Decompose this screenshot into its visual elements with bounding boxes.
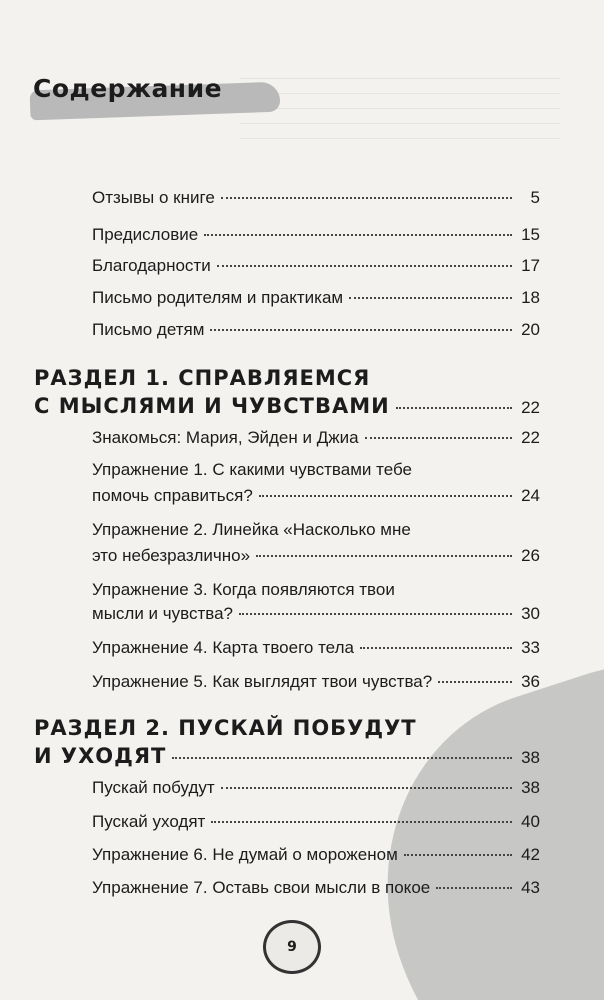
entry-page-number: 38 xyxy=(521,778,540,797)
entry-title: И УХОДЯТ xyxy=(34,744,167,768)
dot-leader xyxy=(436,887,512,889)
entry-title: Знакомься: Мария, Эйден и Джиа xyxy=(92,428,359,447)
toc-entry xyxy=(92,428,540,448)
dot-leader xyxy=(217,265,512,267)
dot-leader xyxy=(221,197,512,199)
toc-entry xyxy=(92,845,540,865)
entry-page-number: 40 xyxy=(521,812,540,831)
toc-entry xyxy=(92,225,540,245)
entry-title: Письмо родителям и практикам xyxy=(92,288,344,307)
section-2-heading-line1: РАЗДЕЛ 2. ПУСКАЙ ПОБУДУТ xyxy=(34,716,417,740)
dot-leader xyxy=(365,437,512,439)
dot-leader xyxy=(396,407,512,409)
section-1-heading xyxy=(34,394,540,418)
entry-title: Благодарности xyxy=(92,256,211,275)
toc-entry xyxy=(92,878,540,898)
dot-leader xyxy=(404,854,512,856)
entry-title: Пускай уходят xyxy=(92,812,206,831)
dot-leader xyxy=(239,613,512,615)
dot-leader xyxy=(172,757,512,759)
entry-title: Письмо детям xyxy=(92,320,205,339)
toc-entry xyxy=(92,256,540,276)
entry-title: Упражнение 7. Оставь свои мысли в покое xyxy=(92,878,431,897)
section-1-heading-line1: РАЗДЕЛ 1. СПРАВЛЯЕМСЯ xyxy=(34,366,371,390)
dot-leader xyxy=(204,234,512,236)
toc-entry xyxy=(92,288,540,308)
toc-entry xyxy=(92,188,540,208)
toc-entry-line1: Упражнение 1. С какими чувствами тебе xyxy=(92,460,412,479)
entry-page-number: 22 xyxy=(521,398,540,417)
entry-title: мысли и чувства? xyxy=(92,604,233,623)
entry-page-number: 15 xyxy=(521,225,540,244)
toc-entry xyxy=(92,672,540,692)
entry-page-number: 36 xyxy=(521,672,540,691)
entry-page-number: 43 xyxy=(521,878,540,897)
dot-leader xyxy=(211,821,512,823)
entry-title: это небезразлично» xyxy=(92,546,251,565)
dot-leader xyxy=(360,647,512,649)
entry-title: помочь справиться? xyxy=(92,486,253,505)
toc-entry xyxy=(92,812,540,832)
page-heading: Содержание xyxy=(33,74,223,103)
dot-leader xyxy=(256,555,512,557)
dot-leader xyxy=(349,297,512,299)
entry-page-number: 33 xyxy=(521,638,540,657)
section-2-heading xyxy=(34,744,540,768)
entry-title: Упражнение 5. Как выглядят твои чувства? xyxy=(92,672,433,691)
dot-leader xyxy=(259,495,512,497)
entry-page-number: 30 xyxy=(521,604,540,623)
entry-title: Предисловие xyxy=(92,225,199,244)
toc-entry xyxy=(92,778,540,798)
entry-page-number: 26 xyxy=(521,546,540,565)
page-number: 9 xyxy=(287,939,297,955)
entry-page-number: 24 xyxy=(521,486,540,505)
dot-leader xyxy=(221,787,512,789)
entry-page-number: 20 xyxy=(521,320,540,339)
entry-page-number: 18 xyxy=(521,288,540,307)
dot-leader xyxy=(438,681,512,683)
entry-page-number: 38 xyxy=(521,748,540,767)
entry-title: Упражнение 4. Карта твоего тела xyxy=(92,638,354,657)
entry-title: С МЫСЛЯМИ И ЧУВСТВАМИ xyxy=(34,394,390,418)
entry-page-number: 22 xyxy=(521,428,540,447)
toc-entry xyxy=(92,546,540,566)
toc-entry xyxy=(92,604,540,624)
toc-entry xyxy=(92,638,540,658)
entry-title: Пускай побудут xyxy=(92,778,215,797)
toc-entry xyxy=(92,320,540,340)
entry-page-number: 5 xyxy=(530,188,540,207)
entry-title: Упражнение 6. Не думай о мороженом xyxy=(92,845,398,864)
toc-entry-line1: Упражнение 2. Линейка «Насколько мне xyxy=(92,520,411,539)
toc-entry-line1: Упражнение 3. Когда появляются твои xyxy=(92,580,395,599)
entry-page-number: 17 xyxy=(521,256,540,275)
bleed-through-text xyxy=(240,78,560,153)
dot-leader xyxy=(210,329,512,331)
entry-title: Отзывы о книге xyxy=(92,188,215,207)
toc-entry xyxy=(92,486,540,506)
entry-page-number: 42 xyxy=(521,845,540,864)
